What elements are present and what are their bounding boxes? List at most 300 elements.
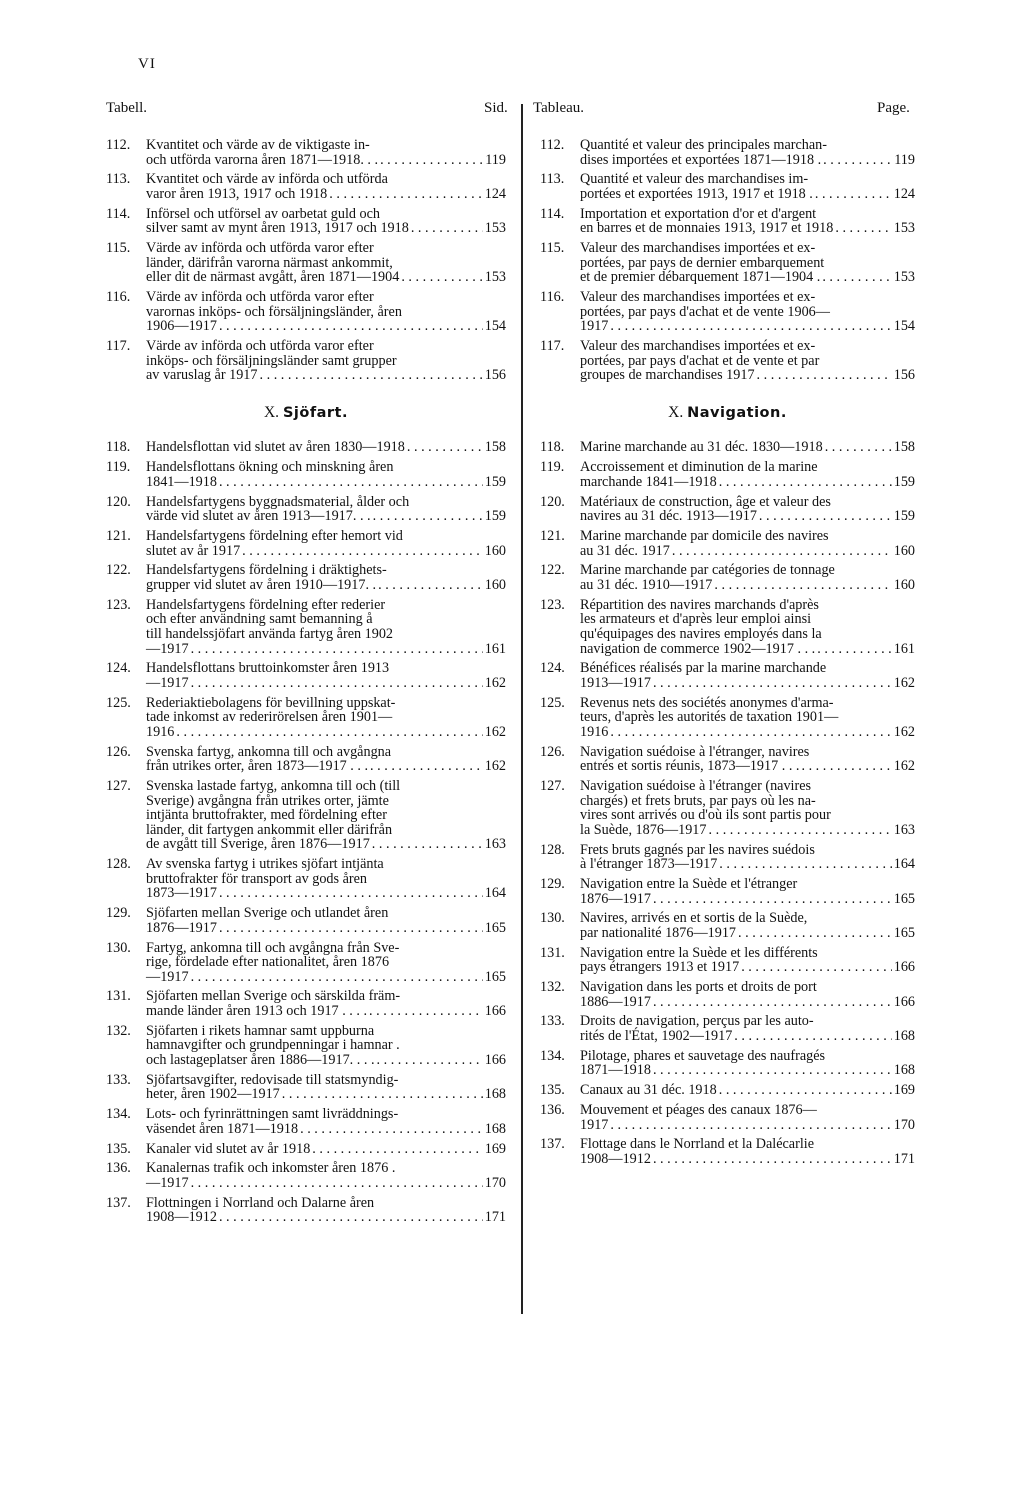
entry-number: 134. — [540, 1047, 565, 1064]
entry-text-line: Fartyg, ankomna till och avgångna från Sve- — [146, 939, 400, 956]
entry-text-line: 1916 — [580, 723, 609, 740]
right-group1 — [540, 138, 915, 383]
dot-leader — [822, 270, 891, 285]
entry-number: 128. — [540, 841, 565, 858]
entry-last-line — [146, 1142, 506, 1157]
left-section-roman: X. — [263, 403, 280, 421]
entry-last-line — [580, 187, 915, 202]
entry-text-line: värde vid slutet av åren 1913—1917. . . — [146, 508, 371, 525]
entry-text-line: les armateurs et d'après leur emploi ainsi — [580, 611, 812, 628]
entry-last-line — [146, 440, 506, 455]
entry-number: 130. — [540, 910, 565, 927]
entry-text-line: navigation de commerce 1902—1917 . . . — [580, 640, 816, 657]
dot-leader — [219, 1210, 483, 1225]
column-divider — [521, 104, 523, 1314]
entry-text-line: Quantité et valeur des marchandises im- — [580, 171, 809, 188]
entry-text-line: Navigation suédoise à l'étranger (navires — [580, 778, 812, 794]
entry-text-line: av varuslag år 1917 — [146, 367, 258, 384]
entry-last-line — [146, 153, 506, 168]
dot-leader — [380, 153, 483, 168]
dot-leader — [260, 368, 483, 383]
entry-number: 112. — [540, 137, 565, 153]
entry-page-number: 164 — [484, 885, 506, 902]
right-section-heading — [540, 403, 915, 421]
entry-text-line: navires au 31 déc. 1913—1917 — [580, 508, 757, 525]
entry-text-line: länder, dit fartygen ankommit eller därifrån — [146, 821, 393, 838]
entry-number: 130. — [106, 939, 131, 956]
entry-text-line: 1917 — [580, 1116, 609, 1133]
entry-text-line: Mouvement et péages des canaux 1876— — [580, 1101, 817, 1118]
toc-entry — [106, 1107, 506, 1136]
entry-text-line: entrés et sortis réunis, 1873—1917 . . . — [580, 758, 800, 775]
entry-text-line: Canaux au 31 déc. 1918 — [580, 1082, 717, 1099]
toc-entry — [106, 529, 506, 558]
entry-last-line — [146, 1087, 506, 1102]
dot-leader — [653, 1063, 892, 1078]
entry-page-number: 165 — [484, 919, 506, 936]
toc-entry — [106, 1073, 506, 1102]
entry-number: 121. — [540, 527, 565, 544]
entry-text-line: à l'étranger 1873—1917 — [580, 856, 718, 873]
entry-text-line: qu'équipages des navires employés dans la — [580, 625, 822, 642]
entry-last-line — [580, 319, 915, 334]
entry-number: 114. — [540, 205, 565, 222]
dot-leader — [370, 759, 483, 774]
entry-page-number: 171 — [484, 1209, 506, 1226]
entry-page-number: 168 — [893, 1028, 915, 1045]
toc-entry — [106, 661, 506, 690]
entry-last-line — [580, 725, 915, 740]
entry-last-line — [146, 187, 506, 202]
toc-entry — [106, 138, 506, 167]
toc-entry — [540, 843, 915, 872]
toc-entry — [540, 138, 915, 167]
dot-leader — [734, 1029, 891, 1044]
toc-entry — [106, 598, 506, 656]
dot-leader — [719, 857, 891, 872]
entry-number: 118. — [540, 439, 565, 456]
entry-page-number: 163 — [893, 821, 915, 838]
entry-text-line: pays étrangers 1913 et 1917 — [580, 959, 740, 976]
entry-text-line: groupes de marchandises 1917 — [580, 367, 755, 384]
entry-text-line: Valeur des marchandises importées et ex- — [580, 240, 816, 257]
entry-page-number: 154 — [484, 318, 506, 335]
toc-entry — [106, 989, 506, 1018]
dot-leader — [377, 1053, 483, 1068]
entry-text-line: Droits de navigation, perçus par les auto- — [580, 1013, 814, 1030]
entry-text-line: Marine marchande au 31 déc. 1830—1918 — [580, 439, 823, 456]
dot-leader — [835, 221, 891, 236]
entry-last-line — [580, 221, 915, 236]
entry-text-line: Navigation entre la Suède et les différents — [580, 944, 818, 961]
entry-page-number: 166 — [484, 1052, 506, 1069]
entry-text-line: 1908—1912 — [146, 1209, 217, 1226]
entry-page-number: 170 — [893, 1116, 915, 1133]
dot-leader — [610, 1118, 891, 1133]
entry-text-line: Handelsflottan vid slutet av åren 1830—1918 — [146, 439, 405, 456]
entry-text-line: Värde av införda och utförda varor efter — [146, 338, 374, 355]
dot-leader — [369, 1004, 483, 1019]
entry-text-line: hamnavgifter och grundpenningar i hamnar . — [146, 1037, 400, 1054]
entry-last-line — [580, 1152, 915, 1167]
entry-text-line: —1917 — [146, 1174, 189, 1191]
entry-number: 122. — [540, 562, 565, 579]
entry-page-number: 124 — [893, 185, 915, 202]
page-number: VI — [138, 56, 156, 72]
entry-text-line: heter, åren 1902—1917 — [146, 1086, 280, 1103]
toc-entry — [540, 241, 915, 285]
entry-text-line: 1908—1912 — [580, 1150, 651, 1167]
entry-text-line: dises importées et exportées 1871—1918 . — [580, 151, 822, 168]
dot-leader — [825, 440, 892, 455]
entry-text-line: Handelsfartygens fördelning efter hemort vid — [146, 527, 403, 544]
toc-entry — [106, 339, 506, 383]
entry-page-number: 158 — [484, 439, 506, 456]
entry-number: 132. — [540, 979, 565, 996]
entry-text-line: från utrikes orter, åren 1873—1917 . . . — [146, 758, 369, 775]
entry-page-number: 171 — [893, 1150, 915, 1167]
entry-number: 129. — [540, 875, 565, 892]
entry-text-line: Importation et exportation d'or et d'argent — [580, 205, 817, 222]
entry-page-number: 154 — [893, 318, 915, 335]
dot-leader — [714, 578, 891, 593]
entry-text-line: och efter användning samt bemanning å — [146, 611, 373, 628]
entry-page-number: 124 — [484, 185, 506, 202]
entry-last-line — [580, 926, 915, 941]
entry-page-number: 162 — [893, 758, 915, 775]
entry-last-line — [146, 1210, 506, 1225]
entry-page-number: 153 — [484, 269, 506, 286]
entry-text-line: Pilotage, phares et sauvetage des naufragés — [580, 1047, 826, 1064]
dot-leader — [191, 970, 483, 985]
entry-text-line: slutet av år 1917 — [146, 542, 241, 559]
dot-leader — [610, 319, 891, 334]
entry-number: 113. — [106, 171, 131, 188]
dot-leader — [219, 921, 483, 936]
entry-last-line — [146, 886, 506, 901]
toc-entry — [540, 172, 915, 201]
entry-text-line: 1906—1917 — [146, 318, 217, 335]
entry-last-line — [580, 759, 915, 774]
toc-entry — [540, 1137, 915, 1166]
toc-entry — [540, 980, 915, 1009]
entry-text-line: Handelsflottans ökning och minskning åren — [146, 459, 394, 476]
entry-number: 132. — [106, 1022, 131, 1039]
entry-last-line — [146, 319, 506, 334]
dot-leader — [191, 642, 483, 657]
entry-text-line: Sjöfarten i rikets hamnar samt uppburna — [146, 1022, 375, 1039]
entry-last-line — [146, 759, 506, 774]
entry-text-line: Lots- och fyrinrättningen samt livräddnings- — [146, 1106, 399, 1123]
right-section-title: Navigation. — [687, 404, 787, 421]
entry-page-number: 160 — [893, 576, 915, 593]
toc-entry — [106, 495, 506, 524]
left-group1 — [106, 138, 506, 383]
entry-last-line — [580, 475, 915, 490]
entry-page-number: 153 — [893, 220, 915, 237]
dot-leader — [176, 725, 482, 740]
dot-leader — [401, 270, 482, 285]
entry-text-line: Handelsfartygens fördelning efter rederier — [146, 596, 386, 613]
french-column — [540, 138, 915, 1172]
toc-entry — [106, 696, 506, 740]
entry-text-line: Marine marchande par catégories de tonnage — [580, 562, 835, 579]
entry-last-line — [146, 725, 506, 740]
entry-last-line — [146, 1122, 506, 1137]
right-header-tableau: Tableau. — [533, 100, 585, 116]
entry-last-line — [146, 676, 506, 691]
entry-text-line: Värde av införda och utförda varor efter — [146, 240, 374, 257]
toc-entry — [106, 941, 506, 985]
dot-leader — [242, 544, 483, 559]
entry-text-line: portées, par pays de dernier embarquement — [580, 254, 825, 271]
entry-last-line — [146, 368, 506, 383]
entry-text-line: varor åren 1913, 1917 och 1918 — [146, 185, 328, 202]
toc-entry — [106, 745, 506, 774]
entry-number: 121. — [106, 527, 131, 544]
entry-text-line: 1876—1917 — [580, 890, 651, 907]
entry-last-line — [146, 475, 506, 490]
toc-entry — [540, 745, 915, 774]
entry-page-number: 153 — [893, 269, 915, 286]
entry-page-number: 119 — [485, 151, 506, 168]
toc-entry — [106, 1161, 506, 1190]
dot-leader — [672, 544, 892, 559]
toc-entry — [540, 661, 915, 690]
entry-number: 137. — [106, 1194, 131, 1211]
entry-text-line: vires sont arrivés ou d'où ils sont partis pour — [580, 807, 831, 824]
entry-last-line — [146, 837, 506, 852]
entry-last-line — [580, 1029, 915, 1044]
entry-text-line: Frets bruts gagnés par les navires suédois — [580, 841, 815, 858]
toc-entry — [540, 563, 915, 592]
entry-last-line — [146, 578, 506, 593]
dot-leader — [817, 642, 892, 657]
entry-text-line: grupper vid slutet av åren 1910—1917. . — [146, 576, 377, 593]
entry-text-line: Handelsfartygens byggnadsmaterial, ålder och — [146, 493, 410, 510]
entry-text-line: Av svenska fartyg i utrikes sjöfart intjänta — [146, 856, 384, 873]
entry-last-line — [580, 892, 915, 907]
entry-text-line: Revenus nets des sociétés anonymes d'arma- — [580, 694, 834, 711]
entry-text-line: länder, därifrån varorna närmast ankommit, — [146, 254, 393, 271]
toc-entry — [540, 1083, 915, 1098]
entry-number: 123. — [540, 596, 565, 613]
entry-number: 129. — [106, 905, 131, 922]
entry-text-line: teurs, d'après les autorités de taxation 1901— — [580, 709, 839, 726]
entry-page-number: 158 — [893, 439, 915, 456]
entry-page-number: 156 — [893, 367, 915, 384]
entry-last-line — [580, 544, 915, 559]
entry-number: 122. — [106, 562, 131, 579]
entry-last-line — [580, 857, 915, 872]
entry-number: 126. — [106, 743, 131, 760]
entry-number: 120. — [106, 493, 131, 510]
entry-text-line: Matériaux de construction, âge et valeur des — [580, 493, 831, 510]
entry-text-line: och lastageplatser åren 1886—1917. . . . — [146, 1052, 375, 1069]
entry-text-line: portées, par pays d'achat et de vente et par — [580, 352, 820, 369]
entry-text-line: mande länder åren 1913 och 1917 . . . . — [146, 1003, 368, 1020]
entry-text-line: Valeur des marchandises importées et ex- — [580, 338, 816, 355]
toc-entry — [540, 1014, 915, 1043]
entry-text-line: portées, par pays d'achat et de vente 1906— — [580, 303, 830, 320]
dot-leader — [219, 475, 483, 490]
entry-number: 127. — [540, 778, 565, 794]
entry-last-line — [146, 509, 506, 524]
entry-text-line: portées et exportées 1913, 1917 et 1918 . — [580, 185, 813, 202]
entry-page-number: 164 — [893, 856, 915, 873]
entry-last-line — [146, 1004, 506, 1019]
entry-text-line: Svenska fartyg, ankomna till och avgångna — [146, 743, 392, 760]
entry-text-line: au 31 déc. 1917 — [580, 542, 670, 559]
entry-number: 134. — [106, 1106, 131, 1123]
entry-text-line: 1916 — [146, 723, 175, 740]
entry-number: 117. — [540, 338, 565, 355]
entry-text-line: —1917 — [146, 674, 189, 691]
dot-leader — [741, 960, 892, 975]
right-section-roman: X. — [668, 403, 684, 421]
entry-page-number: 160 — [484, 542, 506, 559]
entry-last-line — [580, 1063, 915, 1078]
entry-number: 137. — [540, 1136, 565, 1153]
entry-text-line: eller dit de närmast avgått, åren 1871—1904 — [146, 269, 400, 286]
entry-number: 135. — [106, 1140, 131, 1157]
entry-text-line: Accroissement et diminution de la marine — [580, 459, 818, 476]
entry-last-line — [146, 642, 506, 657]
toc-entry — [106, 857, 506, 901]
entry-page-number: 159 — [893, 508, 915, 525]
entry-page-number: 153 — [484, 220, 506, 237]
dot-leader — [815, 187, 892, 202]
dot-leader — [653, 1152, 892, 1167]
entry-number: 127. — [106, 778, 131, 794]
toc-entry — [106, 1142, 506, 1157]
entry-last-line — [146, 921, 506, 936]
entry-page-number: 170 — [484, 1174, 506, 1191]
entry-text-line: och utförda varorna åren 1871—1918. . . — [146, 151, 379, 168]
entry-page-number: 163 — [484, 836, 506, 853]
entry-number: 115. — [106, 240, 131, 257]
entry-number: 115. — [540, 240, 565, 257]
toc-entry — [106, 207, 506, 236]
left-header-sid: Sid. — [484, 100, 508, 116]
entry-page-number: 160 — [893, 542, 915, 559]
entry-text-line: Kvantitet och värde av de viktigaste in- — [146, 137, 370, 153]
entry-last-line — [580, 995, 915, 1010]
entry-page-number: 169 — [893, 1082, 915, 1099]
entry-last-line — [580, 1118, 915, 1133]
entry-text-line: Sjöfarten mellan Sverige och utlandet åren — [146, 905, 389, 922]
entry-text-line: Värde av införda och utförda varor efter — [146, 289, 374, 306]
toc-entry — [106, 290, 506, 334]
entry-text-line: —1917 — [146, 640, 189, 657]
entry-number: 136. — [540, 1101, 565, 1118]
dot-leader — [312, 1142, 482, 1157]
entry-text-line: intjänta bruttofrakter, med fördelning efter — [146, 807, 387, 824]
entry-page-number: 162 — [484, 674, 506, 691]
entry-text-line: Handelsfartygens fördelning i dräktighets- — [146, 562, 387, 579]
toc-entry — [540, 1103, 915, 1132]
dot-leader — [709, 823, 892, 838]
entry-page-number: 166 — [893, 993, 915, 1010]
dot-leader — [653, 995, 892, 1010]
entry-page-number: 162 — [484, 723, 506, 740]
entry-text-line: marchande 1841—1918 — [580, 473, 717, 490]
entry-last-line — [580, 1083, 915, 1098]
toc-entry — [540, 696, 915, 740]
entry-number: 117. — [106, 338, 131, 355]
dot-leader — [329, 187, 482, 202]
entry-number: 131. — [540, 944, 565, 961]
entry-last-line — [580, 368, 915, 383]
entry-page-number: 161 — [893, 640, 915, 657]
entry-number: 136. — [106, 1160, 131, 1177]
dot-leader — [373, 509, 483, 524]
entry-text-line: Marine marchande par domicile des navires — [580, 527, 829, 544]
entry-page-number: 165 — [893, 890, 915, 907]
toc-entry — [540, 290, 915, 334]
entry-last-line — [580, 642, 915, 657]
entry-text-line: Répartition des navires marchands d'après — [580, 596, 819, 613]
entry-page-number: 168 — [484, 1086, 506, 1103]
entry-text-line: par nationalité 1876—1917 — [580, 924, 737, 941]
right-header-page: Page. — [877, 100, 910, 116]
entry-text-line: la Suède, 1876—1917 — [580, 821, 707, 838]
dot-leader — [610, 725, 891, 740]
toc-entry — [106, 460, 506, 489]
entry-number: 135. — [540, 1082, 565, 1099]
toc-entry — [540, 440, 915, 455]
entry-text-line: Valeur des marchandises importées et ex- — [580, 289, 816, 306]
left-section-heading — [106, 403, 506, 421]
entry-number: 116. — [540, 289, 565, 306]
entry-text-line: varornas inköps- och försäljningsländer, åren — [146, 303, 402, 320]
toc-entry — [106, 779, 506, 852]
toc-entry — [106, 1196, 506, 1225]
dot-leader — [738, 926, 892, 941]
entry-text-line: Införsel och utförsel av oarbetat guld och — [146, 205, 381, 222]
dot-leader — [801, 759, 891, 774]
entry-text-line: au 31 déc. 1910—1917 — [580, 576, 713, 593]
right-group2 — [540, 440, 915, 1166]
entry-text-line: chargés) et frets bruts, par pays où les na- — [580, 792, 816, 809]
entry-last-line — [580, 676, 915, 691]
dot-leader — [411, 221, 483, 236]
entry-text-line: Navires, arrivés en et sortis de la Suède, — [580, 910, 808, 927]
entry-text-line: tade inkomst av rederirörelsen åren 1901— — [146, 709, 393, 726]
entry-page-number: 162 — [893, 723, 915, 740]
dot-leader — [219, 319, 483, 334]
entry-last-line — [146, 1053, 506, 1068]
entry-number: 119. — [106, 459, 131, 476]
entry-last-line — [146, 270, 506, 285]
toc-entry — [106, 172, 506, 201]
dot-leader — [282, 1087, 483, 1102]
entry-number: 119. — [540, 459, 565, 476]
entry-text-line: inköps- och försäljningsländer samt grupper — [146, 352, 397, 369]
toc-entry — [540, 911, 915, 940]
entry-text-line: rités de l'État, 1902—1917 — [580, 1028, 733, 1045]
entry-text-line: 1913—1917 — [580, 674, 651, 691]
dot-leader — [719, 1083, 892, 1098]
dot-leader — [653, 676, 892, 691]
dot-leader — [300, 1122, 483, 1137]
entry-last-line — [580, 440, 915, 455]
entry-number: 133. — [540, 1013, 565, 1030]
entry-page-number: 168 — [893, 1062, 915, 1079]
entry-page-number: 161 — [484, 640, 506, 657]
entry-page-number: 159 — [484, 473, 506, 490]
entry-last-line — [580, 153, 915, 168]
